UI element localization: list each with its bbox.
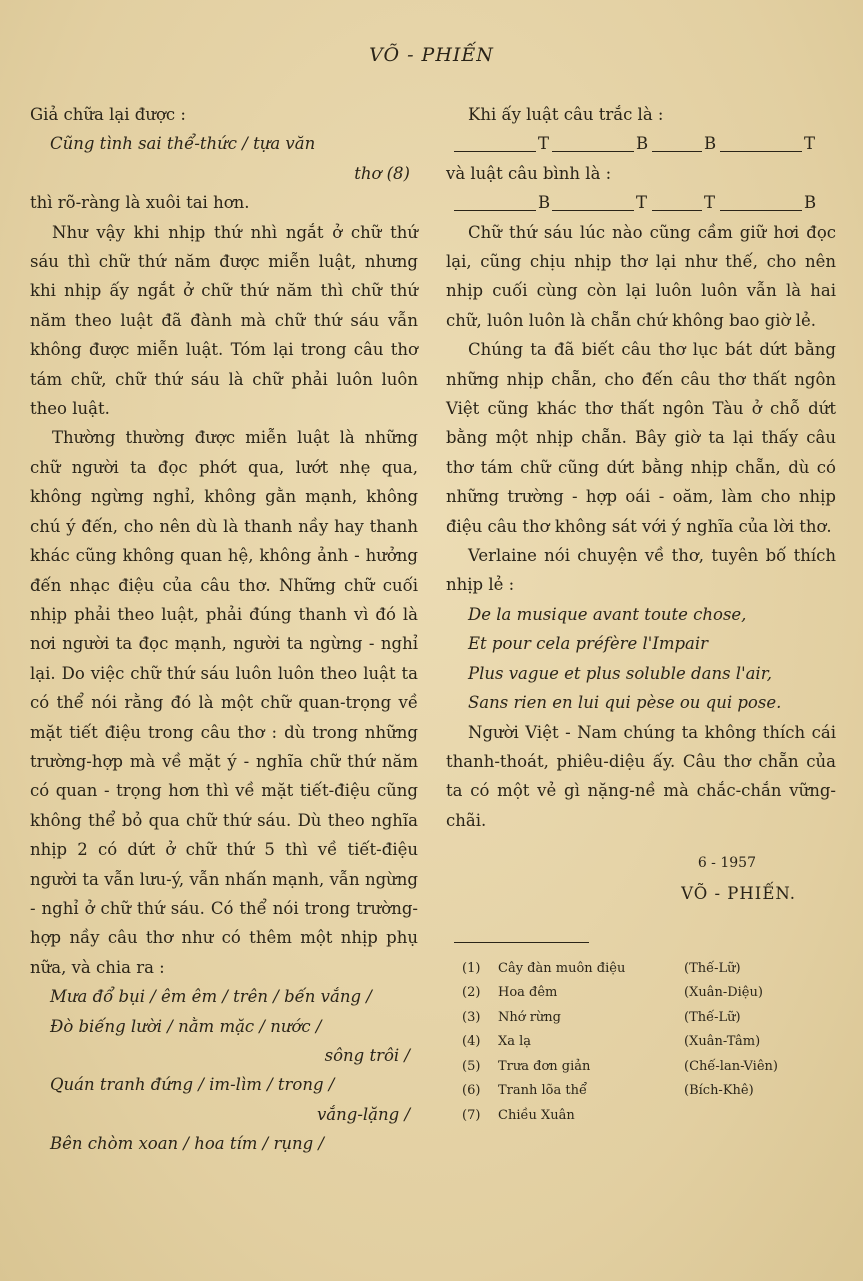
verse-line-3-continued: vắng-lặng / [316, 1104, 410, 1124]
date: 6 - 1957 [697, 855, 756, 872]
footnote-title: Xa lạ [498, 1034, 532, 1050]
footnote-row [462, 1079, 784, 1104]
french-line-4: Sans rien en lui qui pèse ou qui pose. [468, 693, 782, 713]
footnote-row [462, 981, 784, 1006]
rule-binh-intro: và luật câu bình là : [446, 163, 612, 183]
verse-line-2: Đò biếng lười / nằm mặc / nước / [50, 1016, 322, 1036]
tone-mark: T [636, 193, 648, 213]
right-column [446, 100, 836, 1128]
quote-line-continued: thơ (8) [354, 163, 410, 183]
left-column [30, 100, 418, 1159]
footnote-author: (Xuân-Tâm) [684, 1034, 761, 1050]
running-header: VÕ - PHIẾN [369, 44, 494, 66]
verse-line-3: Quán tranh đứng / im-lìm / trong / [50, 1075, 335, 1095]
paragraph-3: Thường thường được miễn luật là những chữ người ta đọc phớt qua, lướt nhẹ qua, không ngừng nghỉ, không gằn mạnh, không chú ý đến, cho nên dù là thanh nầy hay thanh khác cũng không quan hệ, không ảnh - hưởng đến nhạc điệu của câu thơ. Những chữ cuối nhịp phải theo luật, phải đúng thanh vì đó là nơi người ta đọc mạnh, người ta ngừng - nghỉ lại. Do việc chữ thứ sáu luôn luôn theo luật ta có thể nói rằng đó là một chữ quan-trọng về mặt tiết điệu trong câu thơ : dù trong những trường-hợp mà về mặt ý - nghĩa chữ thứ năm có quan - trọng hơn thì về mặt tiết-điệu cũng không thể bỏ qua chữ thứ sáu. Dù theo nghĩa nhịp 2 có dứt ở chữ thứ 5 thì về tiết-điệu người ta vẫn lưu-ý, vẫn nhấn mạnh, vẫn ngừng - nghỉ ở chữ thứ sáu. Có thể nói trong trường-hợp nầy câu thơ như có thêm một nhịp phụ nữa, và chia ra : [30, 428, 418, 977]
footnote-title: Trưa đơn giản [498, 1058, 591, 1074]
quote-line: Cũng tình sai thể-thức / tựa văn [50, 134, 316, 154]
footnote-number: (1) [462, 960, 481, 976]
footnote-number: (6) [462, 1083, 481, 1099]
footnote-row [462, 1104, 784, 1129]
french-line-3: Plus vague et plus soluble dans l'air, [468, 663, 773, 683]
footnote-number: (3) [462, 1009, 481, 1025]
french-line-1: De la musique avant toute chose, [468, 604, 747, 624]
footnote-title: Nhớ rừng [498, 1009, 561, 1025]
footnote-author: (Xuân-Diệu) [684, 985, 763, 1001]
footnote-row [462, 1006, 784, 1031]
footnote-divider [454, 942, 589, 943]
tone-mark: T [804, 134, 816, 154]
footnote-row [462, 1055, 784, 1080]
french-line-2: Et pour cela préfère l'Impair [468, 634, 709, 654]
rule-trac-intro: Khi ấy luật câu trắc là : [468, 105, 664, 124]
footnote-author: (Chế-lan-Viên) [684, 1058, 778, 1074]
footnote-number: (2) [462, 985, 481, 1001]
footnote-number: (5) [462, 1058, 481, 1074]
tone-pattern-trac [446, 129, 836, 158]
paragraph-6: Verlaine nói chuyện về thơ, tuyên bố thích nhịp lẻ : [446, 546, 836, 595]
author-signature: VÕ - PHIẾN. [681, 883, 796, 903]
footnote-number: (4) [462, 1034, 481, 1050]
example-verse [30, 982, 418, 1158]
footnote-row [462, 1030, 784, 1055]
paragraph-4: Chữ thứ sáu lúc nào cũng cầm giữ hơi đọc lại, cũng chịu nhịp thơ lại như thế, cho nên nhịp cuối cùng còn lại luôn luôn vẫn là hai chữ, luôn luôn là chẵn chứ không bao giờ lẻ. [446, 222, 836, 330]
footnote-title: Tranh lõa thể [498, 1083, 587, 1099]
verse-line-2-continued: sông trôi / [324, 1046, 410, 1065]
tone-mark: T [704, 193, 716, 213]
verlaine-quote [446, 600, 836, 718]
tone-mark: B [636, 134, 649, 154]
paragraph-5: Chúng ta đã biết câu thơ lục bát dứt bằng những nhịp chẵn, cho đến câu thơ thất ngôn Việt cũng khác thơ thất ngôn Tàu ở chỗ dứt bằng một nhịp chẵn. Bây giờ ta lại thấy câu thơ tám chữ cũng dứt bằng nhịp chẵn, dù có những trường - hợp oái - oăm, làm cho nhịp điệu câu thơ không sát với ý nghĩa của lời thơ. [446, 340, 836, 536]
paragraph-2: Như vậy khi nhịp thứ nhì ngắt ở chữ thứ sáu thì chữ thứ năm được miễn luật, nhưng khi nhịp ấy ngắt ở chữ thứ năm thì chữ thứ năm theo luật đã đành mà chữ thứ sáu vẫn không được miễn luật. Tóm lại trong câu thơ tám chữ, chữ thứ sáu là chữ phải luôn luôn theo luật. [30, 222, 418, 419]
footnote-number: (7) [462, 1107, 481, 1123]
footnote-row [462, 957, 784, 982]
tone-mark: T [538, 134, 550, 154]
footnote-author [684, 1104, 784, 1129]
verse-line-4: Bên chòm xoan / hoa tím / rụng / [50, 1134, 324, 1154]
footnote-author: (Thế-Lữ) [684, 960, 741, 976]
paragraph-7: Người Việt - Nam chúng ta không thích cái thanh-thoát, phiêu-diệu ấy. Câu thơ chẵn của ta có một vẻ gì nặng-nề mà chắc-chắn vững-chãi. [446, 722, 836, 830]
tone-pattern-binh [446, 188, 836, 217]
footnote-title: Hoa đêm [498, 985, 558, 1001]
tone-mark: B [538, 193, 551, 213]
footnote-author: (Thế-Lữ) [684, 1009, 741, 1025]
paragraph-intro: Giả chữa lại được : [30, 105, 186, 124]
tone-mark: B [704, 134, 717, 154]
footnote-title: Cây đàn muôn điệu [498, 960, 626, 976]
footnotes [462, 957, 784, 1129]
tone-mark: B [804, 193, 817, 213]
footnote-title: Chiều Xuân [498, 1107, 575, 1123]
verse-line-1: Mưa đổ bụi / êm êm / trên / bến vắng / [50, 987, 372, 1007]
quote-verse [30, 129, 418, 188]
footnote-author: (Bích-Khê) [684, 1083, 754, 1099]
paragraph-intro-end: thì rõ-ràng là xuôi tai hơn. [30, 193, 250, 213]
